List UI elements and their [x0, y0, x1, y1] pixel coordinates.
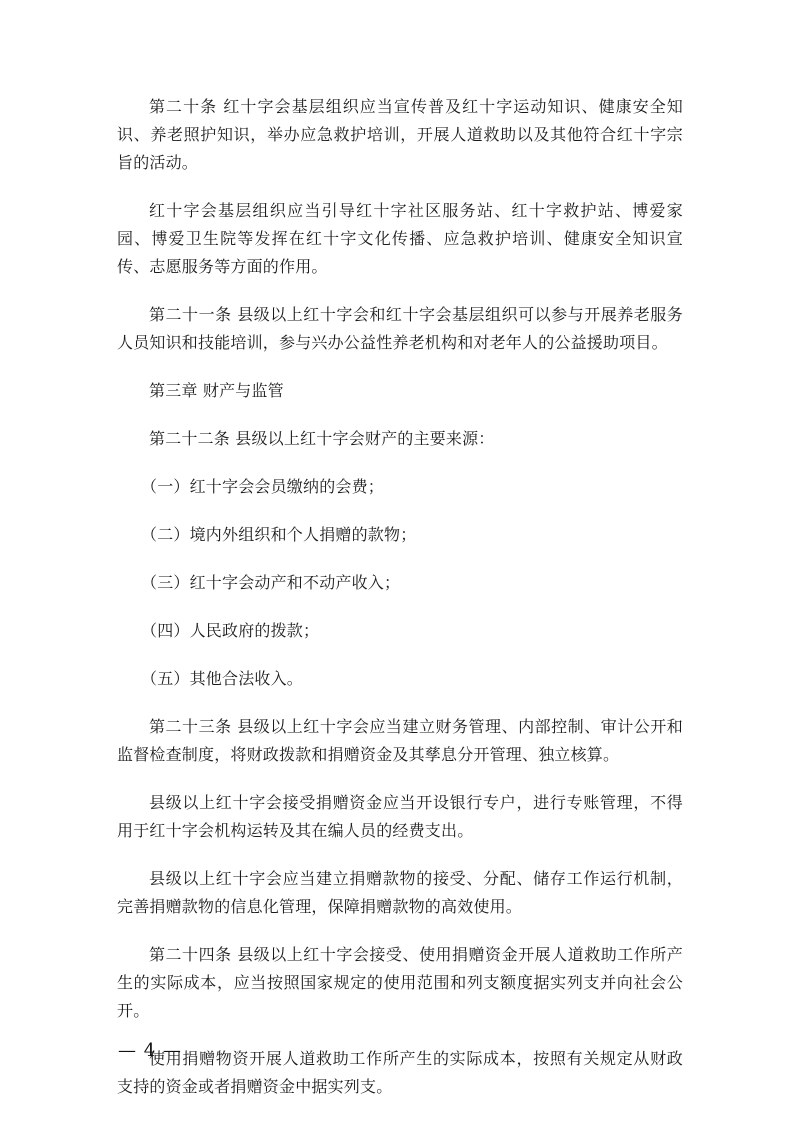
- list-item-1: （一）红十字会会员缴纳的会费；: [141, 477, 385, 496]
- article-24-paragraph: 第二十四条 县级以上红十字会接受、使用捐赠资金开展人道救助工作所产生的实际成本，应当按照国家规定的使用范围和列支额度据实列支并向社会公开。: [117, 945, 683, 1020]
- article-20-second-paragraph: 红十字会基层组织应当引导红十字社区服务站、红十字救护站、博爱家园、博爱卫生院等发挥在红十字文化传播、应急救护培训、健康安全知识宣传、志愿服务等方面的作用。: [117, 201, 683, 276]
- article-21-paragraph: 第二十一条 县级以上红十字会和红十字会基层组织可以参与开展养老服务人员知识和技能培训，参与兴办公益性养老机构和对老年人的公益援助项目。: [117, 305, 683, 352]
- article-20-paragraph: 第二十条 红十字会基层组织应当宣传普及红十字运动知识、健康安全知识、养老照护知识，举办应急救护培训，开展人道救助以及其他符合红十字宗旨的活动。: [117, 97, 683, 172]
- list-item-3: （三）红十字会动产和不动产收入；: [141, 573, 401, 592]
- list-item-2: （二）境内外组织和个人捐赠的款物；: [141, 525, 417, 544]
- article-23-third-paragraph: 县级以上红十字会应当建立捐赠款物的接受、分配、储存工作运行机制，完善捐赠款物的信息化管理，保障捐赠款物的高效使用。: [117, 869, 683, 916]
- article-23-second-paragraph: 县级以上红十字会接受捐赠资金应当开设银行专户，进行专账管理，不得用于红十字会机构运转及其在编人员的经费支出。: [117, 793, 683, 840]
- list-item-5: （五）其他合法收入。: [141, 669, 304, 688]
- page-number: — 4 —: [118, 1040, 182, 1061]
- document-body: [117, 93, 683, 1121]
- article-22-paragraph: 第二十二条 县级以上红十字会财产的主要来源：: [149, 429, 495, 448]
- article-23-paragraph: 第二十三条 县级以上红十字会应当建立财务管理、内部控制、审计公开和监督检查制度，将财政拨款和捐赠资金及其孳息分开管理、独立核算。: [117, 717, 683, 764]
- chapter-3-heading: 第三章 财产与监管: [149, 381, 284, 400]
- list-item-4: （四）人民政府的拨款；: [141, 621, 320, 640]
- article-24-second-paragraph: 使用捐赠物资开展人道救助工作所产生的实际成本，按照有关规定从财政支持的资金或者捐赠资金中据实列支。: [117, 1049, 683, 1096]
